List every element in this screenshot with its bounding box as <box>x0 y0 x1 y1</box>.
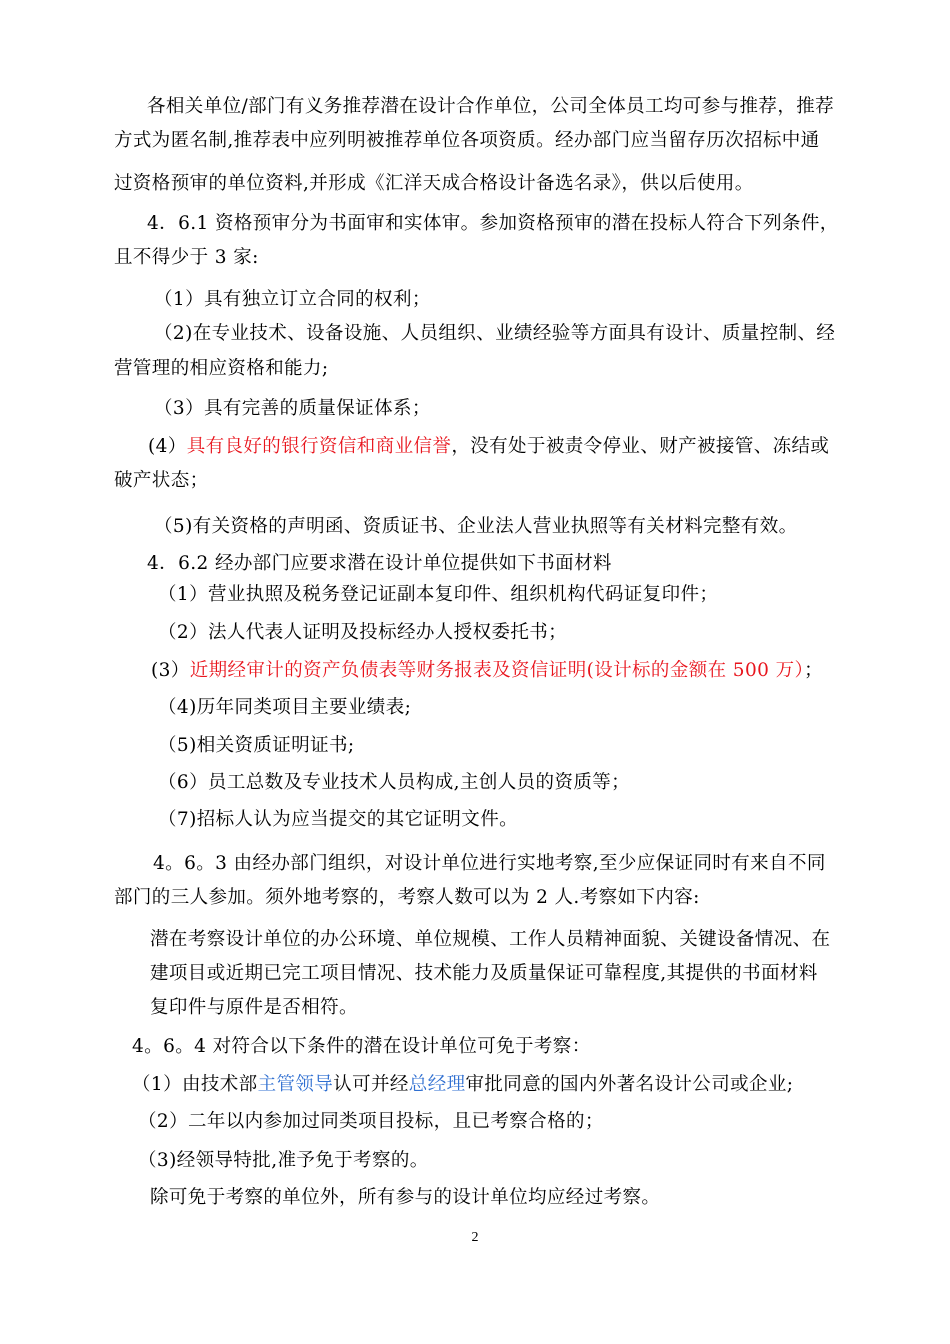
page-number: 2 <box>471 1230 479 1245</box>
list-item <box>132 1073 793 1097</box>
paragraph-line: 部门的三人参加。须外地考察的，考察人数可以为 2 人.考察如下内容: <box>114 887 700 908</box>
paragraph-line: 过资格预审的单位资料,并形成《汇洋天成合格设计备选名录》，供以后使用。 <box>114 173 754 194</box>
paragraph-line: 复印件与原件是否相符。 <box>150 997 358 1018</box>
list-item: （2)在专业技术、设备设施、人员组织、业绩经验等方面具有设计、质量控制、经 <box>154 323 836 344</box>
item-text: （1）由技术部 <box>132 1074 258 1095</box>
list-item: （4)历年同类项目主要业绩表; <box>158 697 412 718</box>
item-marker: (3） <box>151 660 190 681</box>
paragraph-line: 除可免于考察的单位外，所有参与的设计单位均应经过考察。 <box>150 1187 661 1208</box>
clause-4-6-2: 4．6.2 经办部门应要求潜在设计单位提供如下书面材料 <box>147 553 612 574</box>
list-item: （3)经领导特批,准予免于考察的。 <box>138 1150 429 1171</box>
list-item <box>148 435 829 459</box>
paragraph-line: 潜在考察设计单位的办公环境、单位规模、工作人员精神面貌、关键设备情况、在 <box>150 929 831 950</box>
paragraph-line: 方式为匿名制,推荐表中应列明被推荐单位各项资质。经办部门应当留存历次招标中通 <box>114 130 820 151</box>
list-item: （1）具有独立订立合同的权利； <box>154 289 431 310</box>
paragraph-line: 营管理的相应资格和能力; <box>114 358 329 379</box>
item-text: 审批同意的国内外著名设计公司或企业; <box>465 1074 794 1095</box>
highlighted-text: 具有良好的银行资信和商业信誉 <box>186 436 452 457</box>
paragraph-line: 破产状态； <box>114 470 209 491</box>
paragraph-line: 各相关单位/部门有义务推荐潜在设计合作单位，公司全体员工均可参与推荐，推荐 <box>147 96 835 117</box>
paragraph-line: 建项目或近期已完工项目情况、技术能力及质量保证可靠程度,其提供的书面材料 <box>150 963 818 984</box>
list-item: （1）营业执照及税务登记证副本复印件、组织机构代码证复印件； <box>158 584 719 605</box>
item-marker: (4） <box>148 436 187 457</box>
list-item: （5)相关资质证明证书; <box>158 735 355 756</box>
highlighted-text: 近期经审计的资产负债表等财务报表及资信证明(设计标的金额在 500 万） <box>189 660 805 681</box>
item-text: ，没有处于被责令停业、财产被接管、冻结或 <box>451 436 830 457</box>
item-text: ； <box>804 660 824 681</box>
list-item: （2）法人代表人证明及投标经办人授权委托书； <box>158 622 568 643</box>
list-item: （5)有关资格的声明函、资质证书、企业法人营业执照等有关材料完整有效。 <box>154 516 798 537</box>
list-item <box>151 659 823 683</box>
clause-4-6-1: 4．6.1 资格预审分为书面审和实体审。参加资格预审的潜在投标人符合下列条件， <box>147 213 839 234</box>
list-item: （6）员工总数及专业技术人员构成,主创人员的资质等； <box>158 772 631 793</box>
link-text[interactable]: 主管领导 <box>257 1074 334 1095</box>
clause-4-6-4: 4。6。4 对符合以下条件的潜在设计单位可免于考察： <box>132 1036 591 1057</box>
item-text: 认可并经 <box>333 1074 409 1095</box>
list-item: （2）二年以内参加过同类项目投标，且已考察合格的； <box>138 1111 604 1132</box>
clause-4-6-3: 4。6。3 由经办部门组织，对设计单位进行实地考察,至少应保证同时有来自不同 <box>153 853 826 874</box>
paragraph-line: 且不得少于 3 家: <box>114 247 259 268</box>
list-item: （3）具有完善的质量保证体系； <box>154 398 431 419</box>
link-text[interactable]: 总经理 <box>408 1074 466 1095</box>
list-item: （7)招标人认为应当提交的其它证明文件。 <box>158 809 518 830</box>
